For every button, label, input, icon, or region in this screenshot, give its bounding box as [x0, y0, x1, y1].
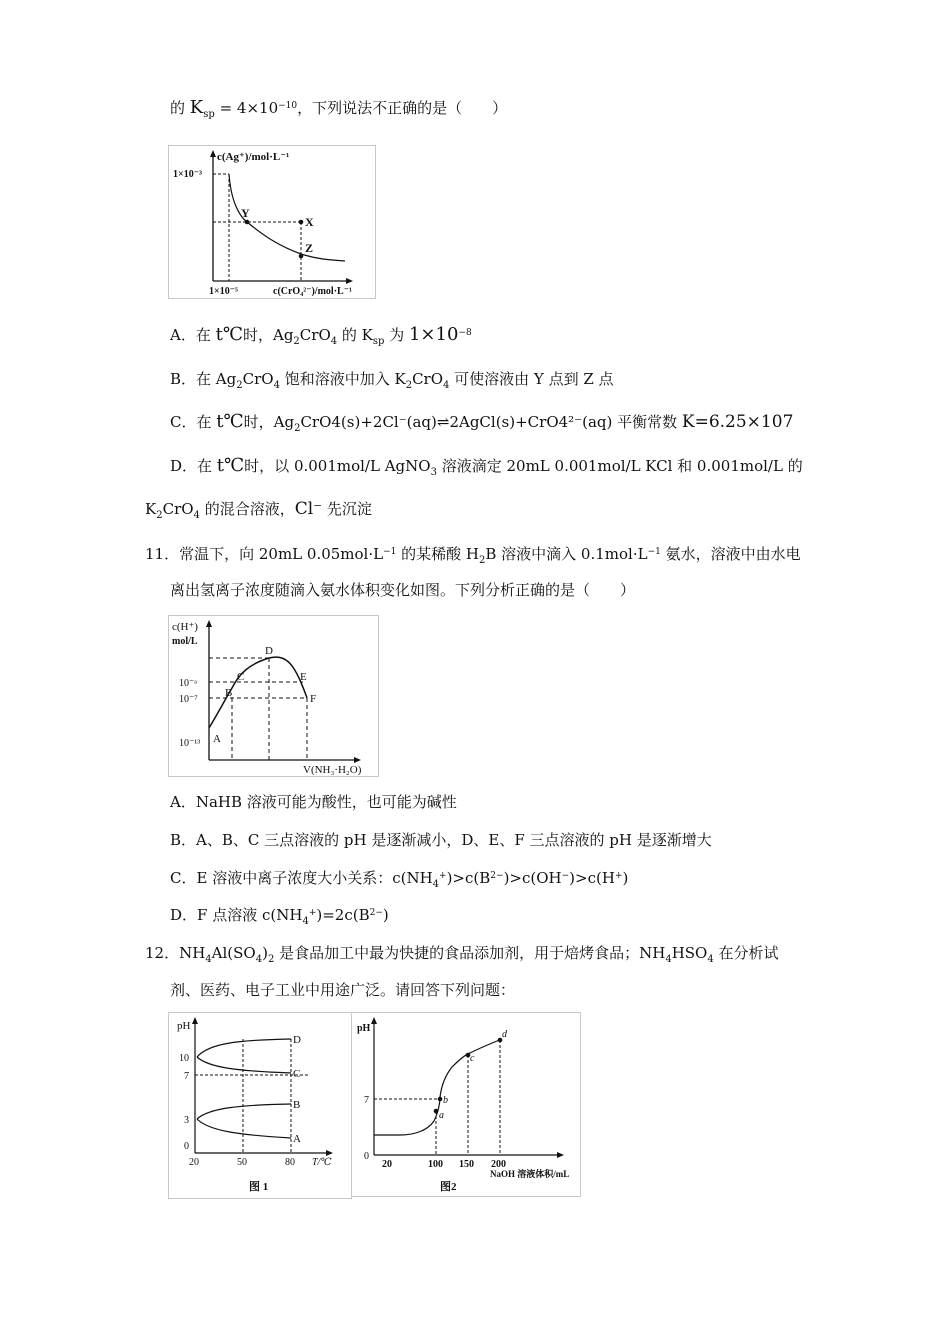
q10-option-a: A．在 t℃时，$Ag_2CrO_4$ 的 $K_{sp}$ 为 $1\times 10^{-8}$: [170, 324, 472, 347]
q12-fig2-label-b: b: [443, 1095, 448, 1106]
q10-label-y: Y: [241, 206, 250, 220]
q10-intro: 的 $K_{sp} = 4\times 10^{-10}$，下列说法不正确的是（ ）: [170, 97, 508, 120]
q11-tick-13: 10⁻¹³: [179, 738, 201, 749]
q10-y-tick: 1×10⁻³: [173, 169, 202, 180]
q12-fig1-curve-b: B: [293, 1099, 301, 1111]
q11-point-e: E: [300, 671, 307, 683]
q11-point-c: C: [237, 671, 245, 683]
q12-fig1-tick-0: 0: [184, 1141, 189, 1152]
q11-tick-a: 10⁻ᵃ: [179, 678, 198, 689]
q10-option-d: D．在 t℃时，以 0.001mol/L AgNO$_3$ 溶液滴定 20mL 0.001mol/L KCl 和 0.001mol/L 的: [170, 455, 803, 478]
q10-y-axis-label: c(Ag⁺)/mol·L⁻¹: [217, 151, 290, 163]
q12-fig1-caption: 图 1: [249, 1181, 269, 1193]
q12-fig2-label-d: d: [502, 1029, 507, 1040]
q12-fig1-curve-a: A: [293, 1133, 301, 1145]
q12-fig2-y-label: pH: [357, 1023, 371, 1034]
q11-x-label: V(NH₃·H₂O): [303, 764, 362, 776]
q12-fig1-tick-7: 7: [184, 1071, 189, 1082]
q12-fig1-xtick-20: 20: [189, 1157, 199, 1168]
q11-tick-7: 10⁻⁷: [179, 694, 198, 705]
q10-x-axis-label: c(CrO₄²⁻)/mol·L⁻¹: [273, 286, 352, 297]
q12-figure-2: [351, 1012, 581, 1197]
q12-stem-line1: 12．$NH_4Al(SO_4)_2$ 是食品加工中最为快捷的食品添加剂，用于焙烤食品；$NH_4HSO_4$ 在分析试: [145, 944, 779, 965]
q12-fig2-xtick-200: 200: [491, 1159, 506, 1170]
q12-fig2-xtick-100: 100: [428, 1159, 443, 1170]
q12-fig2-point-a: [434, 1109, 439, 1114]
q12-fig1-xtick-80: 80: [285, 1157, 295, 1168]
q12-fig1-tick-10: 10: [179, 1053, 189, 1064]
q10-option-c: C．在 t℃时，$Ag_2CrO4(s)+2Cl^-(aq)\rightleftharpoons 2AgCl(s)+CrO4^{2-}(aq)$ 平衡常数 K=6.25×107: [170, 411, 794, 434]
q11-y-label-1: c(H⁺): [172, 621, 198, 633]
q12-fig2-point-b: [438, 1097, 443, 1102]
q12-stem-line2: 剂、医药、电子工业中用途广泛。请回答下列问题：: [170, 981, 516, 999]
q11-ch-figure: [168, 615, 379, 777]
q11-point-d: D: [265, 645, 273, 657]
q11-point-a: A: [213, 733, 221, 745]
q11-stem-line2: 离出氢离子浓度随滴入氨水体积变化如图。下列分析正确的是（ ）: [170, 581, 636, 599]
q12-fig2-x-label: NaOH 溶液体积/mL: [490, 1169, 570, 1179]
q11-point-b: B: [225, 687, 233, 699]
q12-fig1-y-label: pH: [177, 1020, 191, 1032]
q10-ksp-chart: [169, 146, 375, 298]
q10-option-b: B．在 $Ag_2CrO_4$ 饱和溶液中加入 $K_2CrO_4$ 可使溶液由 Y 点到 Z 点: [170, 370, 614, 391]
q12-fig2-xtick-20: 20: [382, 1159, 392, 1170]
q12-fig1-curve-d: D: [293, 1034, 301, 1046]
q12-fig1-tick-3: 3: [184, 1115, 189, 1126]
q12-fig2-chart: [352, 1013, 580, 1196]
q11-stem-line1: 11．常温下，向 20mL $0.05mol\cdot L^{-1}$ 的某稀酸 $H_2B$ 溶液中滴入 $0.1mol\cdot L^{-1}$ 氨水，溶液中由水电: [145, 545, 801, 566]
q11-point-f: F: [310, 693, 317, 705]
q11-y-label-2: mol/L: [172, 636, 198, 647]
q12-figure-1: [168, 1012, 352, 1199]
q12-fig1-x-label: T/℃: [312, 1157, 332, 1168]
q10-point-x: [299, 220, 304, 225]
q11-option-d: D．F 点溶液 $c(NH_4^+)=2c(B^{2-})$: [170, 906, 389, 927]
q12-fig2-xtick-150: 150: [459, 1159, 474, 1170]
q11-option-b: B．A、B、C 三点溶液的 pH 是逐渐减小，D、E、F 三点溶液的 pH 是逐渐增大: [170, 831, 712, 849]
q12-fig1-curve-c: C: [293, 1068, 301, 1080]
q12-fig1-xtick-50: 50: [237, 1157, 247, 1168]
q10-label-z: Z: [305, 241, 314, 255]
q12-fig2-tick-0: 0: [364, 1151, 369, 1162]
q12-fig2-label-c: c: [470, 1053, 475, 1064]
q10-point-y: [245, 220, 250, 225]
q10-x-tick: 1×10⁻⁵: [209, 286, 238, 297]
q12-fig2-label-a: a: [439, 1110, 444, 1121]
q11-option-c: C．E 溶液中离子浓度大小关系：$c(NH_4^+)>c(B^{2-})>c(OH^-)>c(H^+)$: [170, 869, 629, 890]
q10-option-d-cont: $K_2CrO_4$ 的混合溶液，Cl⁻ 先沉淀: [145, 499, 372, 521]
q12-fig1-chart: [169, 1013, 351, 1198]
q10-ksp-figure: [168, 145, 376, 299]
q11-ch-chart: [169, 616, 378, 776]
q11-option-a: A．NaHB 溶液可能为酸性，也可能为碱性: [170, 793, 457, 811]
q10-point-z: [299, 254, 304, 259]
q12-fig2-caption: 图2: [440, 1181, 457, 1193]
q12-fig2-tick-7: 7: [364, 1095, 369, 1106]
q10-label-x: X: [305, 215, 314, 229]
